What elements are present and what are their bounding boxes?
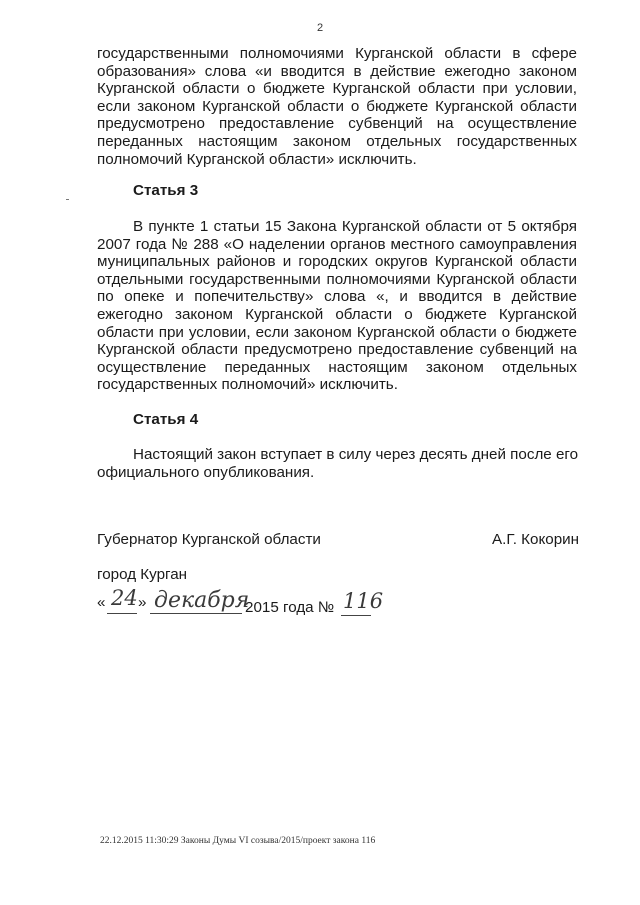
text-line: муниципальных районов и городских округов Курганской области — [97, 253, 577, 271]
text-line: предусмотрено предоставление субвенций на осуществление — [97, 115, 577, 133]
text-line: осуществление переданных настоящим законом отдельных — [97, 358, 577, 376]
text-line: Курганской области о бюджете Курганской области при условии, — [97, 80, 577, 98]
text-line: государственных полномочий» исключить. — [97, 376, 398, 394]
article-4-heading: Статья 4 — [133, 411, 199, 428]
text-line: В пункте 1 статьи 15 Закона Курганской области от 5 октября — [133, 218, 577, 235]
handwritten-number: 116 — [343, 589, 384, 613]
handwritten-month: декабря — [154, 588, 250, 613]
signatory-position: Губернатор Курганской области — [97, 531, 321, 548]
article-4-text — [97, 446, 577, 481]
handwritten-day: 24 — [111, 586, 138, 610]
page-number: 2 — [316, 22, 324, 34]
text-line: переданных настоящим законом отдельных государственных — [97, 132, 577, 150]
number-underline — [341, 615, 371, 616]
close-quote: » — [138, 594, 147, 611]
text-line: области при условии, если законом Курганской области о бюджете — [97, 323, 577, 341]
text-line: Настоящий закон вступает в силу через десять дней после его — [133, 446, 579, 463]
text-line: государственными полномочиями Курганской области в сфере — [97, 45, 577, 62]
text-line: 2007 года № 288 «О наделении органов местного самоуправления — [97, 235, 577, 253]
article-3-heading: Статья 3 — [133, 182, 199, 199]
continuation-paragraph — [97, 45, 577, 168]
day-underline — [107, 613, 137, 614]
text-line: полномочий Курганской области» исключить. — [97, 150, 417, 168]
margin-mark — [66, 199, 69, 200]
text-line: если законом Курганской области о бюджете Курганской области — [97, 97, 577, 115]
signatory-name: А.Г. Кокорин — [492, 531, 580, 548]
year-number-label: 2015 года № — [245, 599, 335, 616]
text-line: по опеке и попечительству» слова «, и вводится в действие — [97, 288, 577, 306]
footer-file-stamp: 22.12.2015 11:30:29 Законы Думы VI созыва/2015/проект закона 116 — [100, 836, 376, 846]
text-line: ежегодно законом Курганской области о бюджете Курганской — [97, 305, 577, 323]
open-quote: « — [97, 594, 106, 611]
month-underline — [150, 613, 242, 614]
text-line: отдельными государственными полномочиями Курганской области — [97, 270, 577, 288]
date-line — [97, 588, 397, 633]
city-label: город Курган — [97, 566, 188, 583]
text-line: образования» слова «и вводится в действие ежегодно законом — [97, 62, 577, 80]
text-line: Курганской области предусмотрено предоставление субвенций на — [97, 341, 577, 359]
article-3-text — [97, 218, 577, 394]
text-line: официального опубликования. — [97, 463, 315, 481]
